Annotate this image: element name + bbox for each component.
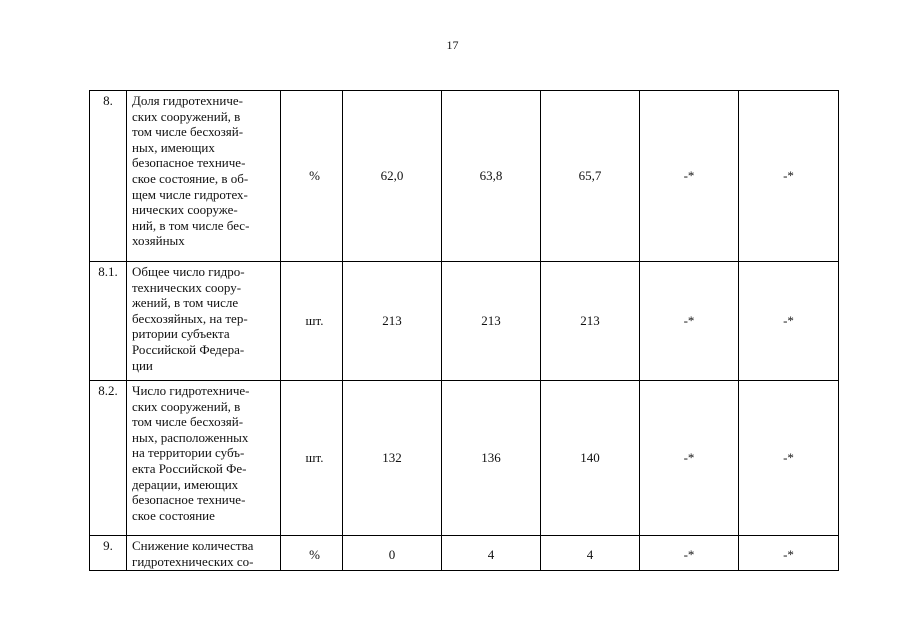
value-cell: 213 (442, 262, 541, 381)
description-line: на территории субъ- (132, 445, 245, 461)
row-number: 8. (90, 91, 127, 262)
value-cell: -* (640, 262, 739, 381)
description-line: хозяйных (132, 233, 185, 249)
indicator-description (127, 381, 281, 536)
description-line: ских сооружений, в (132, 398, 241, 414)
value-cell: -* (640, 381, 739, 536)
description-line: бесхозяйных, на тер- (132, 310, 248, 326)
row-number: 8.1. (90, 262, 127, 381)
value-cell: -* (739, 91, 839, 262)
value-cell: 62,0 (343, 91, 442, 262)
description-line: ний, в том числе бес- (132, 217, 250, 233)
row-number: 9. (90, 536, 127, 571)
description-line: безопасное техниче- (132, 492, 246, 508)
value-cell: 4 (541, 536, 640, 571)
value-cell: 4 (442, 536, 541, 571)
description-line: Число гидротехниче- (132, 383, 250, 398)
description-line: технических соору- (132, 279, 242, 295)
description-line: ных, расположенных (132, 429, 249, 445)
unit-cell: шт. (281, 381, 343, 536)
value-cell: 0 (343, 536, 442, 571)
unit-cell: шт. (281, 262, 343, 381)
indicator-description (127, 262, 281, 381)
value-cell: -* (640, 536, 739, 571)
value-cell: 132 (343, 381, 442, 536)
indicator-description (127, 91, 281, 262)
indicator-description (127, 536, 281, 571)
value-cell: -* (739, 262, 839, 381)
value-cell: -* (640, 91, 739, 262)
unit-cell: % (281, 91, 343, 262)
value-cell: 213 (343, 262, 442, 381)
description-line: Общее число гидро- (132, 264, 245, 279)
description-line: екта Российской Фе- (132, 460, 247, 476)
description-line: ское состояние (132, 507, 215, 523)
description-line: том числе бесхозяй- (132, 124, 244, 140)
value-cell: -* (739, 536, 839, 571)
description-line: ции (132, 357, 153, 373)
value-cell: -* (739, 381, 839, 536)
row-number: 8.2. (90, 381, 127, 536)
table-row (90, 536, 839, 571)
description-line: дерации, имеющих (132, 476, 239, 492)
description-line: ское состояние, в об- (132, 170, 249, 186)
description-line: Российской Федера- (132, 341, 245, 357)
value-cell: 63,8 (442, 91, 541, 262)
value-cell: 140 (541, 381, 640, 536)
description-line: гидротехнических со- (132, 553, 254, 569)
description-line: ных, имеющих (132, 139, 215, 155)
page-number: 17 (446, 38, 459, 52)
description-line: ских сооружений, в (132, 108, 241, 124)
table-row (90, 91, 839, 262)
description-line: щем числе гидротех- (132, 186, 248, 202)
unit-cell: % (281, 536, 343, 571)
table-row (90, 381, 839, 536)
value-cell: 136 (442, 381, 541, 536)
description-line: Снижение количества (132, 538, 254, 553)
description-line: жений, в том числе (132, 295, 239, 311)
description-line: ритории субъекта (132, 326, 230, 342)
description-line: нических сооруже- (132, 202, 238, 218)
value-cell: 65,7 (541, 91, 640, 262)
description-line: безопасное техниче- (132, 155, 246, 171)
table-row (90, 262, 839, 381)
description-line: Доля гидротехниче- (132, 93, 243, 108)
value-cell: 213 (541, 262, 640, 381)
description-line: том числе бесхозяй- (132, 414, 244, 430)
indicators-table (89, 90, 839, 571)
